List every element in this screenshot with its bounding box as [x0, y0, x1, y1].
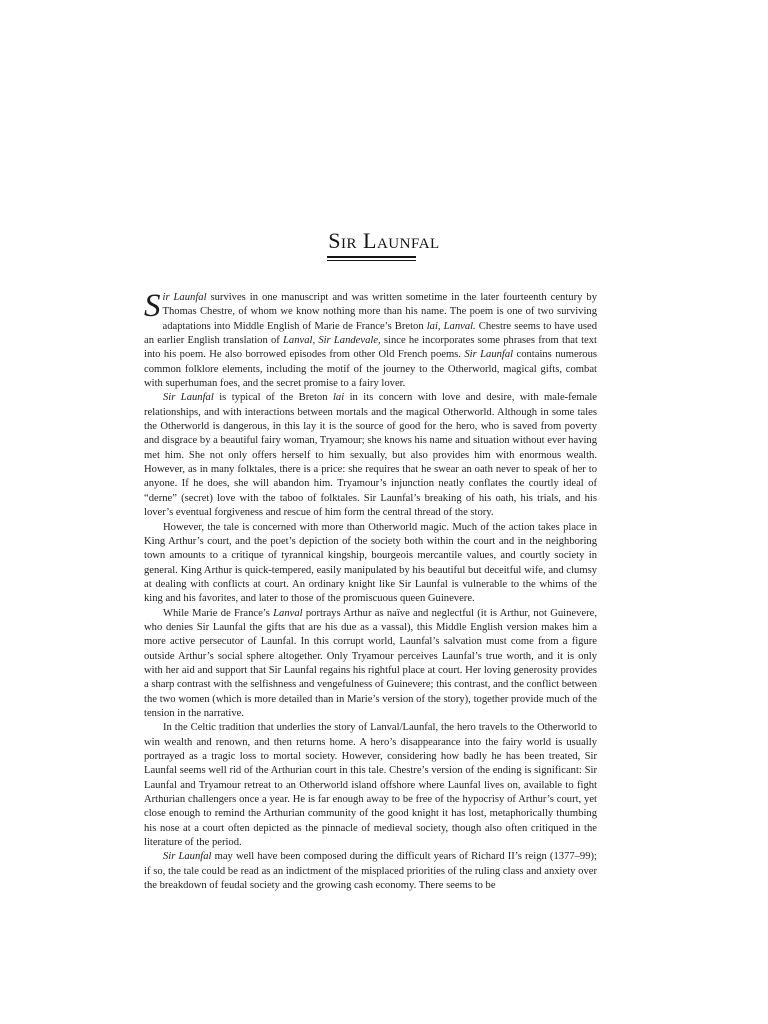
body-paragraph	[144, 850, 597, 893]
italic-text: Sir Launfal	[163, 392, 214, 404]
text-run: In the Celtic tradition that underlies the story of Lanval/Launfal, the hero travels to the Otherworld to win wealth and renown, and then returns home. A hero’s disappearance into the fairy world is usually portrayed as a tragic loss to mortal society. However, considering how badly he has been treated, Sir Launfal seems well rid of the Arthurian court in this tale. Chestre’s version of the ending is significant: Sir Launfal and Tryamour retreat to an Otherworld island offshore where Launfal lives on, available to fight Arthurian challengers once a year. He is far enough away to be free of the hypocrisy of Arthur’s court, yet close enough to remind the Arthurian community of the good knight it has lost, metaphorically thumbing his nose at a court often depicted as the pinnacle of medieval society, though also often critiqued in the literature of the period.	[144, 722, 597, 849]
drop-cap: S	[144, 288, 161, 324]
body-paragraph	[144, 721, 597, 850]
text-run: While Marie de France’s	[163, 607, 274, 619]
text-run: portrays Arthur as naïve and neglectful (it is Arthur, not Guinevere, who denies Sir Launfal the gifts that are his due as a vassal), this Middle English version makes him a more active persecutor of Launfal. In this corrupt world, Launfal’s salvation must come from a figure outside Arthur’s social sphere altogether. Only Tryamour perceives Launfal’s true worth, and it is only with her aid and support that Sir Launfal regains his rightful place at court. Her loving generosity provides a sharp contrast with the selfishness and vengefulness of Guinevere; this contrast, and the conflict between the two women (which is more detailed than in Marie’s version of the story), together provide much of the tension in the narrative.	[144, 607, 597, 719]
italic-text: ir Launfal	[162, 292, 207, 303]
italic-text: lai	[332, 392, 345, 404]
text-run: in its concern with love and desire, with male-female relationships, and with interactions between mortals and the magical Otherworld. Although in some tales the Otherworld is dangerous, in this lay it is the source of good for the hero, who is saved from poverty and disgrace by a beautiful fairy woman, Tryamour; she knows his name and situation without ever having met him. She not only offers herself to him sexually, but also provides him with enormous wealth. However, as in many folktales, there is a price: she requires that he swear an oath never to speak of her to anyone. If he does, she will abandon him. Tryamour’s injunction neatly conflates the courtly ideal of “derne” (secret) love with the taboo of folktales. Sir Launfal’s breaking of his oath, his trials, and his lover’s eventual forgiveness and rescue of him form the central thread of the story.	[144, 392, 597, 519]
italic-text: Sir Launfal	[464, 349, 514, 361]
italic-text: Sir Launfal	[163, 851, 212, 863]
italic-text: lai, Lanval.	[426, 320, 476, 332]
text-run: may well have been composed during the difficult years of Richard II’s reign (1377–99); if so, the tale could be read as an indictment of the misplaced priorities of the ruling class and anxiety over the breakdown of feudal society and the growing cash economy. There seems to be	[144, 851, 597, 892]
text-run: contains numerous common folklore elements, including the motif of the journey to the Otherworld, magical gifts, combat with superhuman foes, and the secret promise to a fairy lover.	[144, 349, 597, 390]
title-rule-thin	[327, 260, 416, 261]
body-text	[144, 288, 597, 893]
title-rule-thick	[327, 256, 416, 258]
italic-text: Lanval, Sir Landevale	[283, 335, 379, 347]
body-paragraph	[144, 607, 597, 722]
text-run: Chestre seems to have used an earlier English translation of	[144, 320, 597, 347]
text-run: is typical of the Breton	[213, 392, 333, 404]
body-paragraph	[144, 391, 597, 520]
body-paragraph	[144, 288, 597, 391]
text-run: However, the tale is concerned with more than Otherworld magic. Much of the action takes place in King Arthur’s court, and the poet’s depiction of the society both within the court and in the neighboring town amounts to a critique of tyrannical kingship, bourgeois mercantile values, and courtly society in general. King Arthur is quick-tempered, easily manipulated by his beautiful but deceitful wife, and clumsy at dealing with conflicts at court. An ordinary knight like Sir Launfal is vulnerable to the whims of the king and his favorites, and later to those of the promiscuous queen Guinevere.	[144, 521, 597, 605]
text-run: survives in one manuscript and was written sometime in the later fourteenth century by Thomas Chestre, of whom we know nothing more than his name. The poem is one of two surviving adaptations into Middle English of Marie de France’s Breton	[162, 292, 597, 332]
text-run: , since he incorporates some phrases from that text into his poem. He also borrowed episodes from other Old French poems.	[144, 335, 597, 361]
chapter-title: Sir Launfal	[328, 228, 440, 253]
body-paragraph	[144, 521, 597, 607]
italic-text: Lanval	[273, 607, 303, 619]
